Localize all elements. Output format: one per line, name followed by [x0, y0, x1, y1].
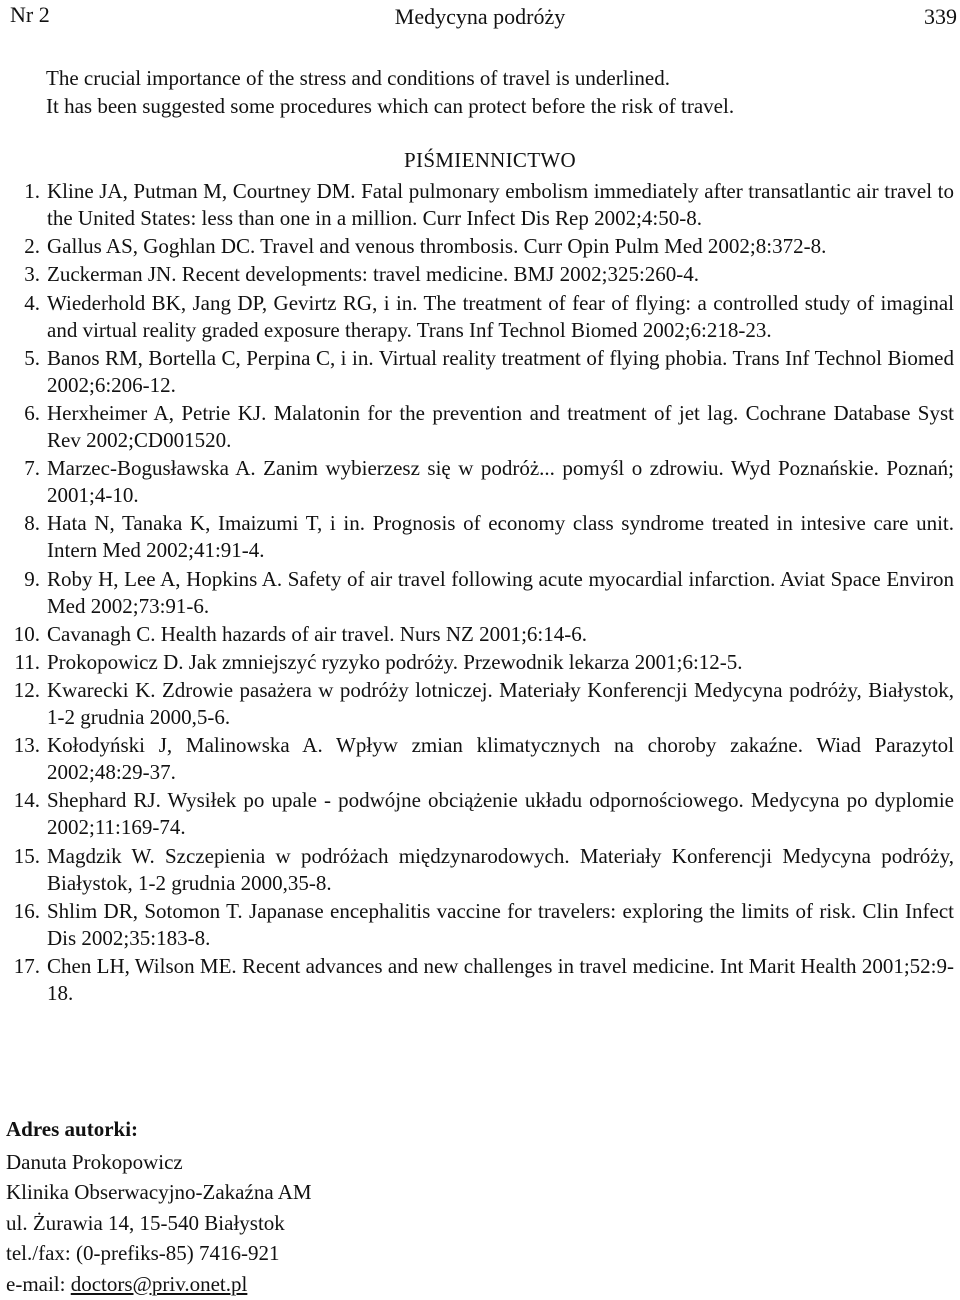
reference-item: [0, 649, 960, 676]
reference-number: 17.: [13, 954, 40, 978]
reference-number: 3.: [24, 262, 40, 287]
email-label: e-mail:: [6, 1271, 66, 1296]
reference-item: [0, 953, 960, 1007]
reference-item: [0, 178, 960, 232]
reference-item: [0, 787, 960, 841]
email-line: [6, 1269, 312, 1300]
reference-number: 8.: [24, 511, 40, 536]
reference-text: Roby H, Lee A, Hopkins A. Safety of air travel following acute myocardial infarction. Aviat Space Environ Med 2002;73:91-6.: [47, 566, 954, 618]
reference-item: [0, 621, 960, 648]
reference-item: [0, 400, 960, 454]
reference-item: [0, 455, 960, 509]
page-header: [0, 2, 960, 34]
reference-text: Kline JA, Putman M, Courtney DM. Fatal pulmonary embolism immediately after transatlantic air travel to the United States: less than one in a million. Curr Infect Dis Rep 2002;4:50-8.: [47, 179, 954, 230]
reference-number: 2.: [24, 234, 40, 259]
references-title: PIŚMIENNICTWO: [404, 148, 576, 172]
reference-text: Marzec-Bogusławska A. Zanim wybierzesz się w podróż... pomyśl o zdrowiu. Wyd Poznańskie. Poznań; 2001;4-10.: [47, 456, 954, 508]
reference-number: 11.: [14, 649, 40, 674]
reference-item: [0, 898, 960, 952]
reference-item: [0, 261, 960, 288]
reference-item: [0, 732, 960, 786]
reference-text: Shephard RJ. Wysiłek po upale - podwójne obciążenie układu odpornościowego. Medycyna po dyplomie 2002;11:169-74.: [47, 788, 954, 840]
reference-item: [0, 233, 960, 260]
reference-text: Chen LH, Wilson ME. Recent advances and new challenges in travel medicine. Int Marit Health 2001;52:9-18.: [47, 954, 954, 1005]
reference-number: 6.: [24, 400, 40, 425]
reference-text: Kołodyński J, Malinowska A. Wpływ zmian klimatycznych na choroby zakaźne. Wiad Parazytol 2002;48:29-37.: [47, 733, 954, 785]
reference-number: 16.: [13, 898, 40, 923]
reference-item: [0, 345, 960, 399]
reference-text: Shlim DR, Sotomon T. Japanase encephalitis vaccine for travelers: exploring the limits of risk. Clin Infect Dis 2002;35:183-8.: [47, 898, 954, 950]
reference-item: [0, 677, 960, 731]
reference-text: Banos RM, Bortella C, Perpina C, i in. Virtual reality treatment of flying phobia. Trans Inf Technol Biomed 2002;6:206-12.: [47, 345, 954, 397]
reference-number: 10.: [13, 621, 40, 646]
author-name: Danuta Prokopowicz: [6, 1149, 183, 1174]
reference-number: 9.: [24, 566, 40, 591]
page-number: 339: [924, 4, 957, 29]
reference-number: 1.: [24, 179, 40, 203]
issue-number: Nr 2: [10, 2, 50, 27]
reference-number: 5.: [24, 345, 40, 370]
reference-item: [0, 510, 960, 564]
reference-number: 14.: [13, 788, 40, 813]
reference-text: Hata N, Tanaka K, Imaizumi T, i in. Prognosis of economy class syndrome treated in intesive care unit. Intern Med 2002;41:91-4.: [47, 511, 954, 563]
reference-text: Prokopowicz D. Jak zmniejszyć ryzyko podróży. Przewodnik lekarza 2001;6:12-5.: [47, 649, 743, 674]
reference-item: [0, 566, 960, 620]
author-phone: tel./fax: (0-prefiks-85) 7416-921: [6, 1241, 280, 1265]
abstract-line: The crucial importance of the stress and conditions of travel is underlined.: [46, 66, 670, 90]
author-institution: Klinika Obserwacyjno-Zakaźna AM: [6, 1180, 312, 1204]
reference-number: 13.: [13, 733, 40, 758]
reference-number: 7.: [24, 456, 40, 481]
reference-text: Zuckerman JN. Recent developments: travel medicine. BMJ 2002;325:260-4.: [47, 262, 700, 287]
reference-number: 4.: [24, 290, 40, 315]
author-street: ul. Żurawia 14, 15-540 Białystok: [6, 1210, 285, 1235]
reference-text: Kwarecki K. Zdrowie pasażera w podróży lotniczej. Materiały Konferencji Medycyna podróży, Białystok, 1-2 grudnia 2000,5-6.: [47, 678, 954, 730]
reference-number: 15.: [13, 843, 40, 868]
abstract-line: It has been suggested some procedures which can protect before the risk of travel.: [46, 94, 735, 118]
reference-text: Cavanagh C. Health hazards of air travel. Nurs NZ 2001;6:14-6.: [47, 621, 588, 646]
journal-title: Medycyna podróży: [394, 4, 566, 29]
abstract: [46, 64, 946, 120]
reference-item: [0, 290, 960, 344]
email-link[interactable]: doctors@priv.onet.pl: [70, 1271, 248, 1296]
reference-list: [0, 178, 960, 1008]
author-address: [6, 1114, 312, 1299]
reference-text: Wiederhold BK, Jang DP, Gevirtz RG, i in. The treatment of fear of flying: a controlled study of imaginal and virtual reality graded exposure therapy. Trans Inf Technol Biomed 2002;6:218-23.: [47, 290, 954, 342]
reference-text: Gallus AS, Goghlan DC. Travel and venous thrombosis. Curr Opin Pulm Med 2002;8:372-8.: [47, 234, 827, 259]
reference-text: Herxheimer A, Petrie KJ. Malatonin for the prevention and treatment of jet lag. Cochrane Database Syst Rev 2002;CD001520.: [47, 400, 954, 452]
reference-number: 12.: [13, 678, 40, 703]
reference-text: Magdzik W. Szczepienia w podróżach międzynarodowych. Materiały Konferencji Medycyna podróży, Białystok, 1-2 grudnia 2000,35-8.: [47, 843, 954, 895]
address-title: Adres autorki:: [6, 1117, 139, 1141]
reference-item: [0, 843, 960, 897]
